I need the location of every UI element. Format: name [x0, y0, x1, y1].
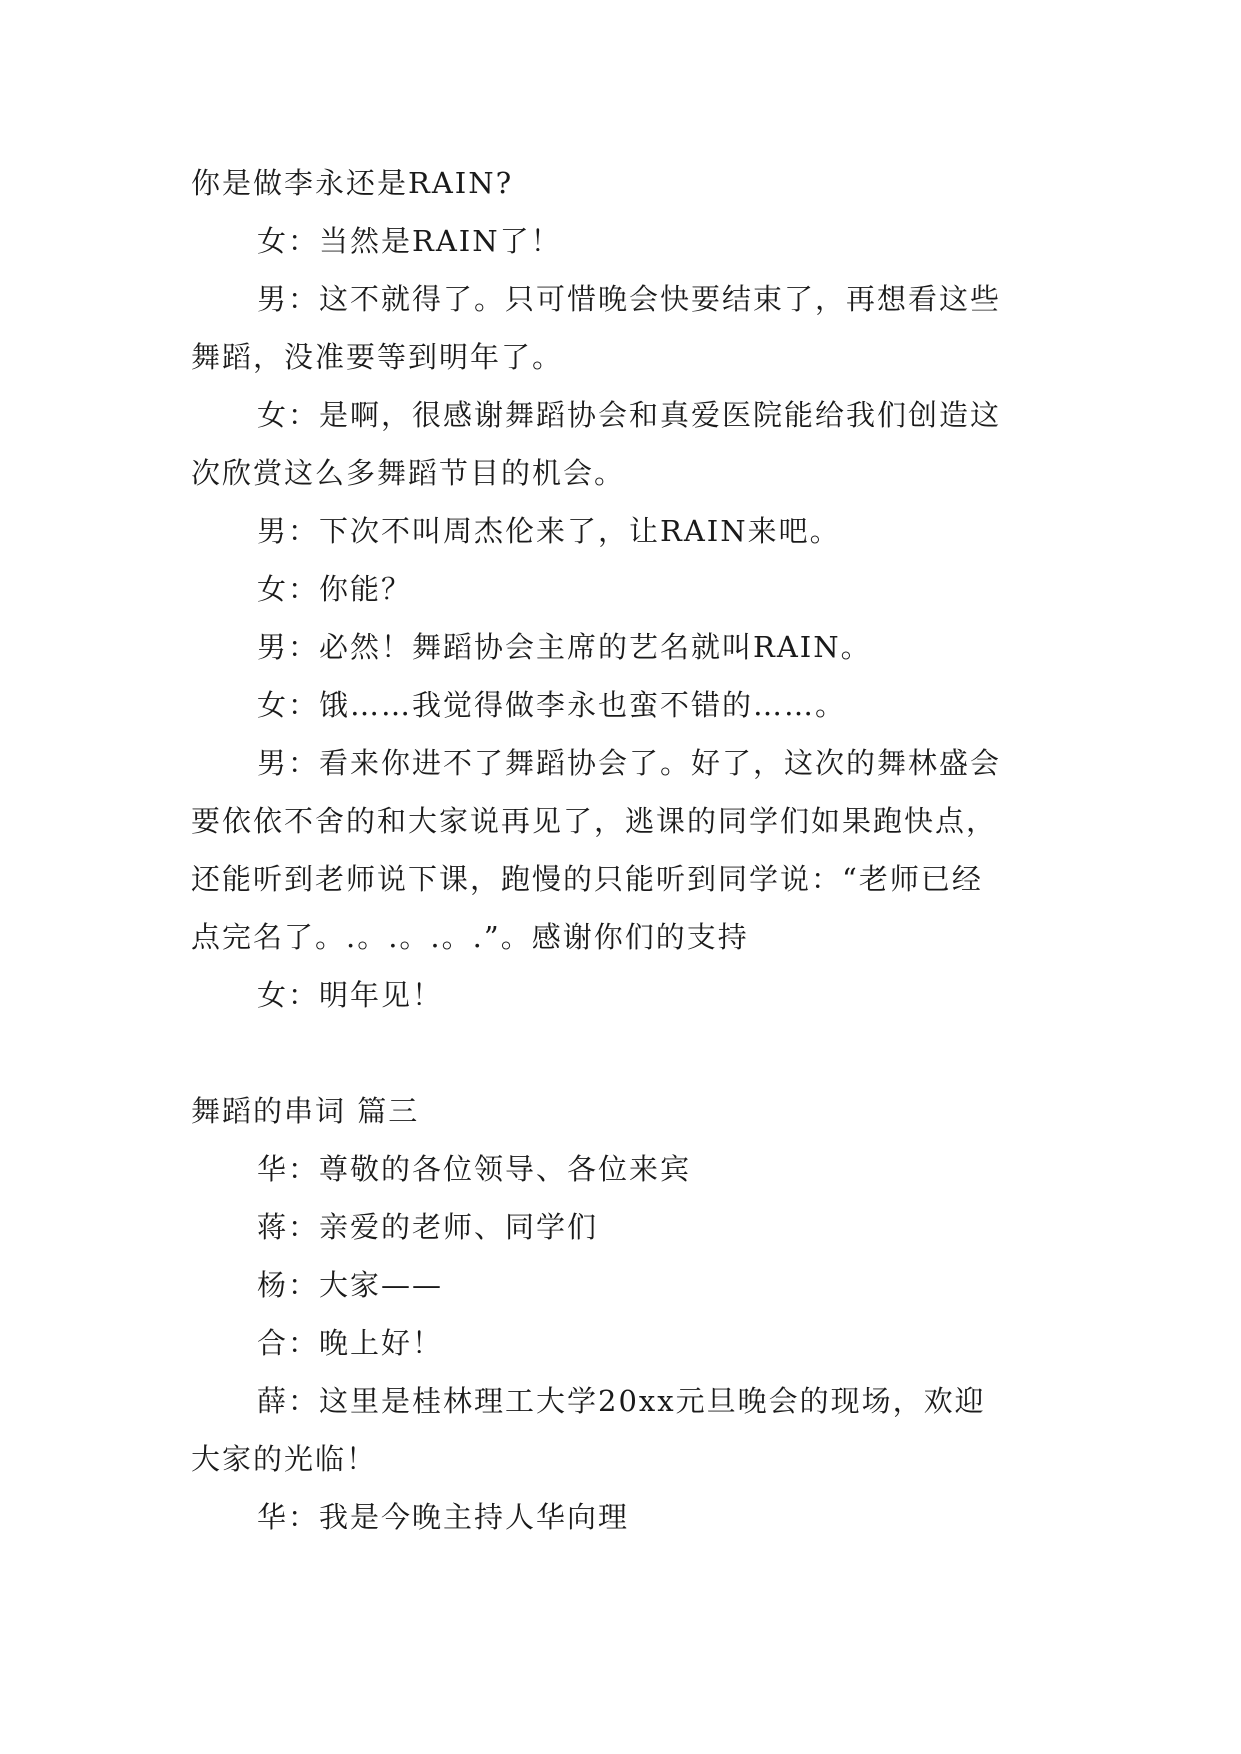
text-line: 男：下次不叫周杰伦来了，让RAIN来吧。 — [257, 514, 841, 548]
text-line: 次欣赏这么多舞蹈节目的机会。 — [191, 456, 626, 490]
text-line: 女：明年见！ — [257, 978, 444, 1012]
text-line: 女：当然是RAIN了！ — [257, 224, 562, 258]
text-line: 杨：大家—— — [257, 1268, 444, 1302]
section-title: 舞蹈的串词 篇三 — [191, 1094, 420, 1128]
text-line: 男：必然！舞蹈协会主席的艺名就叫RAIN。 — [257, 630, 872, 664]
text-line: 华：尊敬的各位领导、各位来宾 — [257, 1152, 692, 1186]
dialogue-part-2 — [191, 1140, 1051, 1546]
document-body — [191, 154, 1051, 1546]
text-line: 薛：这里是桂林理工大学20xx元旦晚会的现场，欢迎 — [257, 1384, 986, 1418]
text-line: 蒋：亲爱的老师、同学们 — [257, 1210, 599, 1244]
text-line: 女：是啊，很感谢舞蹈协会和真爱医院能给我们创造这 — [257, 398, 1002, 432]
text-line: 要依依不舍的和大家说再见了，逃课的同学们如果跑快点， — [191, 804, 998, 838]
text-line: 女：你能？ — [257, 572, 413, 606]
text-line: 华：我是今晚主持人华向理 — [257, 1500, 630, 1534]
text-line: 点完名了。.。.。.。.”。感谢你们的支持 — [191, 920, 749, 954]
text-line: 男：看来你进不了舞蹈协会了。好了，这次的舞林盛会 — [257, 746, 1002, 780]
text-line: 大家的光临！ — [191, 1442, 378, 1476]
text-line: 你是做李永还是RAIN? — [191, 166, 514, 200]
text-line: 男：这不就得了。只可惜晚会快要结束了，再想看这些 — [257, 282, 1002, 316]
text-line: 合：晚上好！ — [257, 1326, 444, 1360]
paragraph-gap — [191, 1024, 1051, 1082]
text-line: 还能听到老师说下课，跑慢的只能听到同学说：“老师已经 — [191, 862, 983, 896]
text-line: 女：饿……我觉得做李永也蛮不错的……。 — [257, 688, 847, 722]
dialogue-part-1 — [191, 154, 1051, 1024]
text-line: 舞蹈，没准要等到明年了。 — [191, 340, 564, 374]
